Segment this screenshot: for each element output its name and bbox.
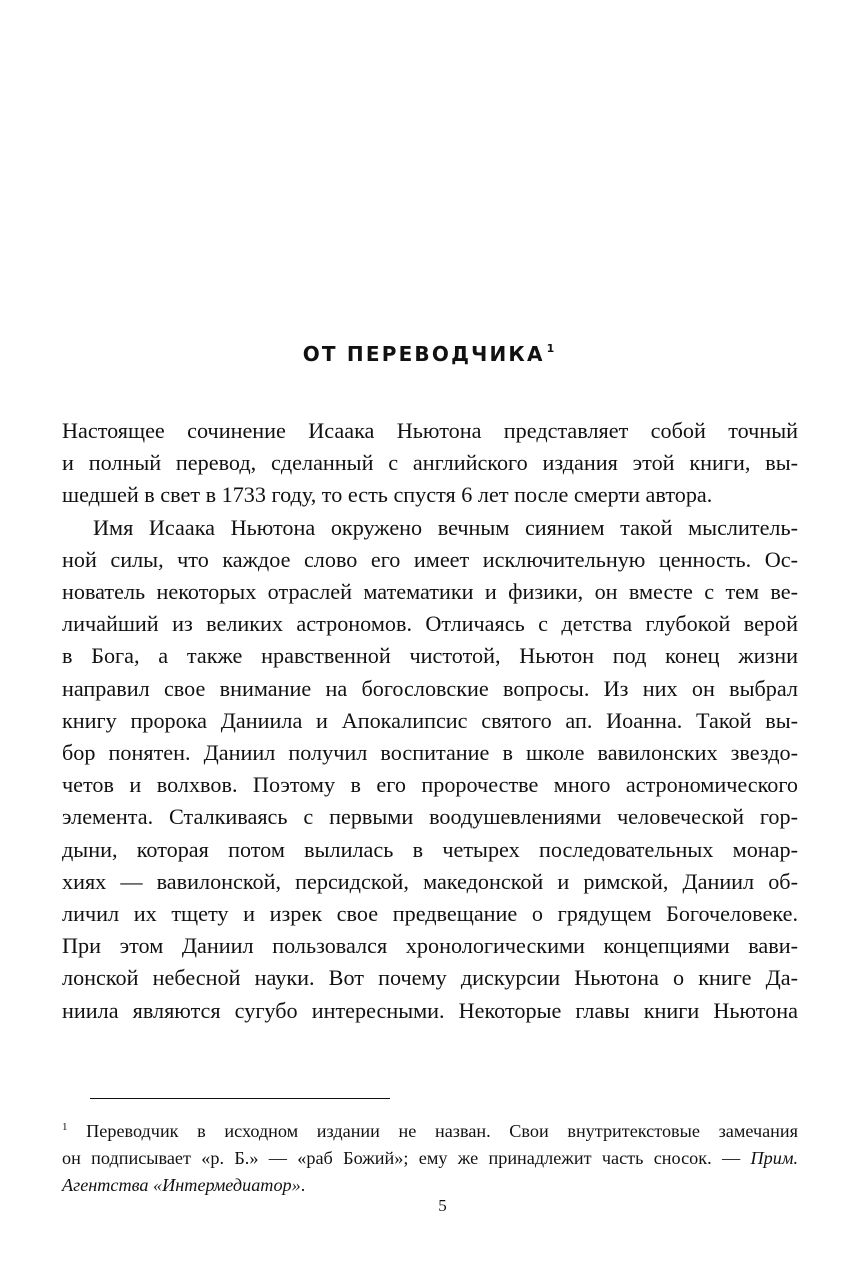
footnote-line: [62, 1172, 798, 1199]
text-line: элемента. Сталкиваясь с первыми воодушевлениями человеческой гор-: [62, 804, 798, 830]
text-line: Имя Исаака Ньютона окружено вечным сиянием такой мыслитель-: [93, 514, 798, 540]
text-line: ной силы, что каждое слово его имеет исключительную ценность. Ос-: [62, 546, 798, 572]
text-line: лонской небесной науки. Вот почему дискурсии Ньютона о книге Да-: [62, 965, 798, 991]
footnote-end: .: [300, 1175, 306, 1195]
footnote-text: Переводчик в исходном издании не назван. Свои внутритекстовые замечания: [86, 1121, 799, 1141]
text-line: Настоящее сочинение Исаака Ньютона представляет собой точный: [62, 418, 798, 443]
page-number: 5: [438, 1196, 447, 1215]
chapter-heading: [0, 342, 857, 366]
footnote-line: [62, 1114, 798, 1145]
text-line: в Бога, а также нравственной чистотой, Ньютон под конец жизни: [62, 643, 798, 669]
text-line: При этом Даниил пользовался хронологическими концепциями вави-: [62, 933, 798, 959]
text-line: дыни, которая потом вылилась в четырех последовательных монар-: [62, 836, 798, 862]
chapter-title: ОТ ПЕРЕВОДЧИКА: [302, 342, 545, 366]
paragraph-2: [62, 512, 798, 1027]
footnote-mark: 1: [62, 1121, 68, 1133]
footnote-reference: 1: [546, 342, 555, 355]
footnote: [62, 1114, 798, 1199]
body-text: [62, 415, 798, 1027]
footnote-italic-1: Прим.: [750, 1148, 798, 1168]
text-line: направил свое внимание на богословские вопросы. Из них он выбрал: [62, 675, 798, 701]
text-line: хиях — вавилонской, персидской, македонской и римской, Даниил об-: [62, 868, 798, 894]
text-line: четов и волхвов. Поэтому в его пророчестве много астрономического: [62, 772, 798, 798]
footnote-text-2: он подписывает «р. Б.» — «раб Божий»; ему же принадлежит часть сносок. —: [62, 1148, 741, 1168]
text-line: шедшей в свет в 1733 году, то есть спустя 6 лет после смерти автора.: [62, 482, 713, 508]
text-line: бор понятен. Даниил получил воспитание в школе вавилонских звездо-: [62, 740, 798, 766]
text-line: личайший из великих астрономов. Отличаясь с детства глубокой верой: [62, 611, 798, 637]
text-line: ниила являются сугубо интересными. Некоторые главы книги Ньютона: [62, 997, 798, 1023]
footnote-line: [62, 1145, 798, 1172]
text-line: книгу пророка Даниила и Апокалипсис святого ап. Иоанна. Такой вы-: [62, 707, 798, 733]
footnote-italic-2: Агентства «Интермедиатор»: [62, 1175, 301, 1195]
text-line: и полный перевод, сделанный с английского издания этой книги, вы-: [62, 450, 798, 476]
text-line: личил их тщету и изрек свое предвещание о грядущем Богочеловеке.: [62, 901, 798, 927]
footnote-divider: [90, 1098, 390, 1099]
text-line: нователь некоторых отраслей математики и физики, он вместе с тем ве-: [62, 579, 798, 605]
paragraph-1: [62, 415, 798, 512]
